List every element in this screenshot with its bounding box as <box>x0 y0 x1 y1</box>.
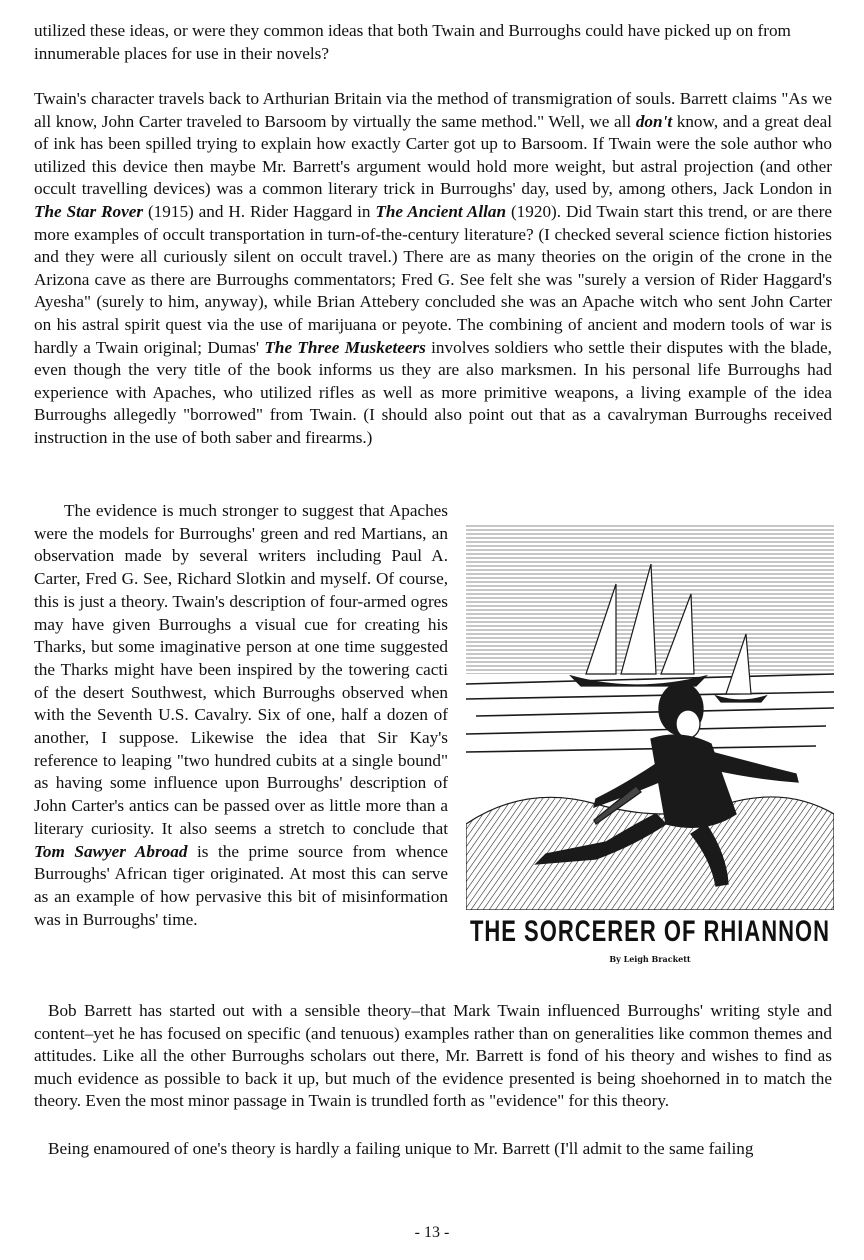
emphasized-text: The Ancient Allan <box>375 201 507 221</box>
paragraph-apache-evidence <box>34 500 448 931</box>
story-illustration-figure <box>466 514 834 974</box>
emphasized-text: don't <box>635 111 673 131</box>
body-text: Bob Barrett has started out with a sensible theory–that Mark Twain influenced Burroughs' writing style and content–yet he has focused on specific (and tenuous) examples rather than on generalities like common themes and attitudes. Like all the other Burroughs scholars out there, Mr. Barrett is fond of his theory and wishes to find as much evidence as possible to back it up, but much of the evidence presented is being shoehorned in to match the theory. Even the most minor passage in Twain is trundled forth as "evidence" for this theory. <box>34 1001 832 1111</box>
emphasized-text: The Star Rover <box>34 201 144 221</box>
body-text: (1915) and H. Rider Haggard in <box>143 201 376 221</box>
body-text: is the prime source from whence Burroughs' African tiger originated. At most this can serve as an example of how pervasive this bit of misinformation was in Burroughs' time. <box>34 841 448 929</box>
paragraph-intro-continuation <box>34 20 832 65</box>
sorcerer-illustration-image <box>466 524 834 910</box>
body-text: Being enamoured of one's theory is hardly a failing unique to Mr. Barrett (I'll admit to the same failing <box>48 1139 754 1158</box>
page-number: - 13 - <box>414 1224 450 1241</box>
illustration-byline: By Leigh Brackett <box>609 954 691 964</box>
body-text: Twain's character travels back to Arthurian Britain via the method of transmigration of souls. Barrett claims "As we all know, John Carter traveled to Barsoom by virtually the same method." Well, we all <box>34 89 832 131</box>
emphasized-text: Tom Sawyer Abroad <box>34 841 188 861</box>
illustration-story-title: THE SORCERER OF RHIANNON <box>469 914 831 948</box>
body-text: (1920). Did Twain start this trend, or are there more examples of occult transportation in turn-of-the-century literature? (I checked several science fiction histories and they were all curiously silent on occult travel.) There are as many theories on the origin of the crone in the Arizona cave as there are Burroughs commentators; Fred G. See felt she was "surely a version of Rider Haggard's Ayesha" (surely to him, anyway), while Brian Attebery concluded she was an Apache witch who sent John Carter on his astral spirit quest via the use of marijuana or peyote. The combining of ancient and modern tools of war is hardly a Twain original; Dumas' <box>34 201 833 357</box>
paragraph-transmigration <box>34 88 832 450</box>
emphasized-text: The Three Musketeers <box>264 337 426 357</box>
paragraph-barrett-theory <box>34 1000 832 1113</box>
paragraph-enamoured-theory <box>34 1138 832 1161</box>
body-text: know, and a great deal of ink has been spilled trying to explain how exactly Carter got up to Barsoom. If Twain were the sole author who utilized this device then maybe Mr. Barrett's argument would hold more weight, but astral projection (and other occult travelling devices) was a common literary trick in Burroughs' day, used by, among others, Jack London in <box>34 111 833 199</box>
body-text: The evidence is much stronger to suggest that Apaches were the models for Burroughs' green and red Martians, an observation made by several writers including Paul A. Carter, Fred G. See, Richard Slotkin and myself. Of course, this is just a theory. Twain's description of four-armed ogres may have given Burroughs a visual cue for creating his Tharks, but some imaginative person at one time suggested the Tharks might have been inspired by the towering cacti of the desert Southwest, which Burroughs observed when with the Seventh U.S. Cavalry. Six of one, half a dozen of another, I suppose. Likewise the idea that Sir Kay's reference to leaping "two hundred cubits at a single bound" as having some influence upon Burroughs' description of John Carter's antics can be passed over as little more than a literary curiosity. It also seems a stretch to conclude that <box>34 501 448 838</box>
body-text: utilized these ideas, or were they common ideas that both Twain and Burroughs could have picked up on from innumerable places for use in their novels? <box>34 21 791 63</box>
body-text: involves soldiers who settle their disputes with the blade, even though the very title of the book informs us they are also marksmen. In his personal life Burroughs had experience with Apaches, who utilized rifles as well as more primitive weapons, a living example of the idea Burroughs allegedly "borrowed" from Twain. (I should also point out that as a cavalryman Burroughs received instruction in the use of both saber and firearms.) <box>34 337 832 447</box>
